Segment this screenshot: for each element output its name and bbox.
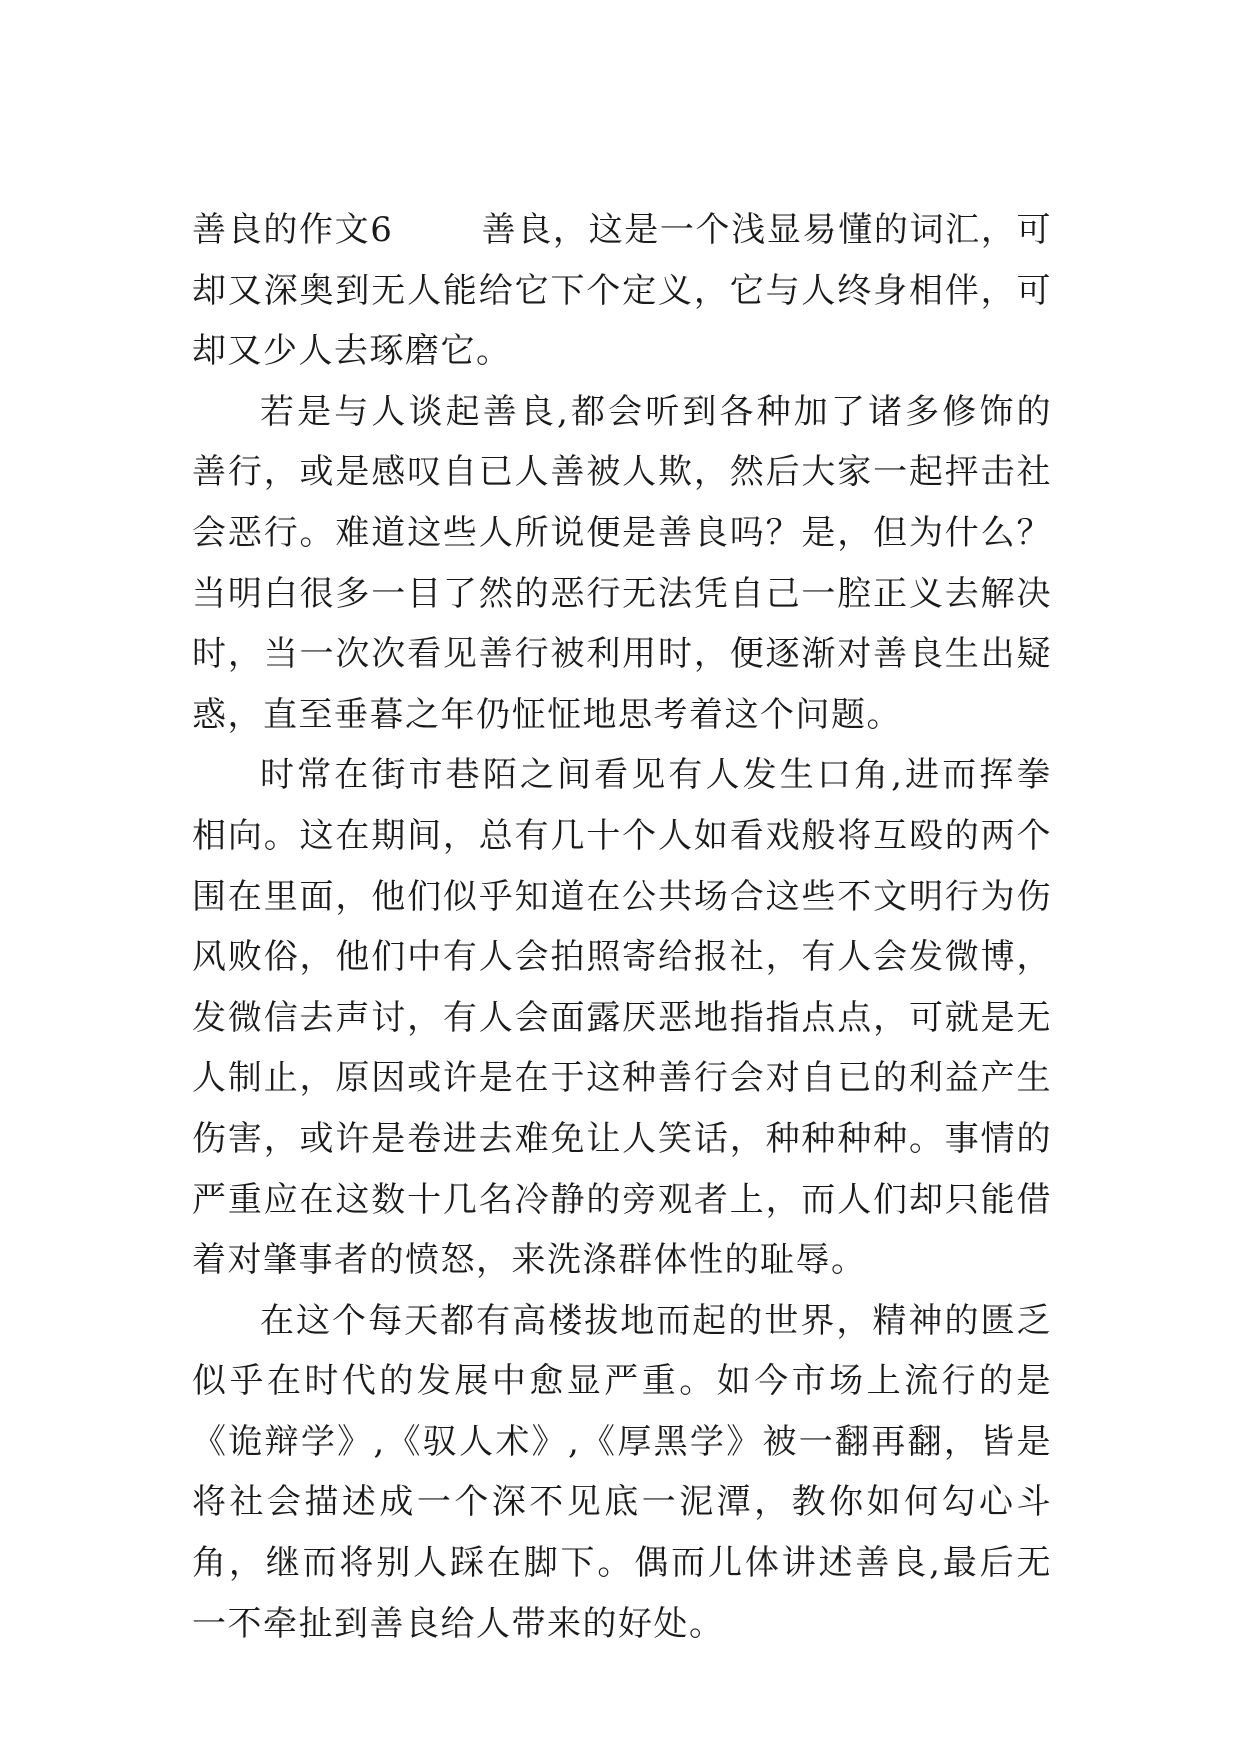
document-title: 善良的作文6 [192,210,394,250]
paragraph-1-text: 善良，这是一个浅显易懂的词汇，可却又深奥到无人能给它下个定义，它与人终身相伴，可却又少人去琢磨它。 [192,210,1052,372]
document-body [192,200,1052,1654]
paragraph-1 [192,200,1052,382]
paragraph-2: 若是与人谈起善良,都会听到各种加了诸多修饰的善行，或是感叹自已人善被人欺，然后大家一起抨击社会恶行。难道这些人所说便是善良吗？是，但为什么？当明白很多一目了然的恶行无法凭自己一腔正义去解决时，当一次次看见善行被利用时，便逐渐对善良生出疑惑，直至垂暮之年仍怔怔地思考着这个问题。 [192,391,1052,735]
paragraph-3: 时常在街市巷陌之间看见有人发生口角,进而挥拳相向。这在期间，总有几十个人如看戏般将互殴的两个围在里面，他们似乎知道在公共场合这些不文明行为伤风败俗，他们中有人会拍照寄给报社，有人会发微博，发微信去声讨，有人会面露厌恶地指指点点，可就是无人制止，原因或许是在于这种善行会对自已的利益产生伤害，或许是卷进去难免让人笑话，种种种种。事情的严重应在这数十几名冷静的旁观者上，而人们却只能借着对肇事者的愤怒，来洗涤群体性的耻辱。 [192,755,1052,1281]
paragraph-4: 在这个每天都有高楼拔地而起的世界，精神的匮乏似乎在时代的发展中愈显严重。如今市场上流行的是《诡辩学》,《驭人术》,《厚黑学》被一翻再翻，皆是将社会描述成一个深不见底一泥潭，教你如何勾心斗角，继而将别人踩在脚下。偶而儿体讲述善良,最后无一不牵扯到善良给人带来的好处。 [192,1300,1052,1644]
